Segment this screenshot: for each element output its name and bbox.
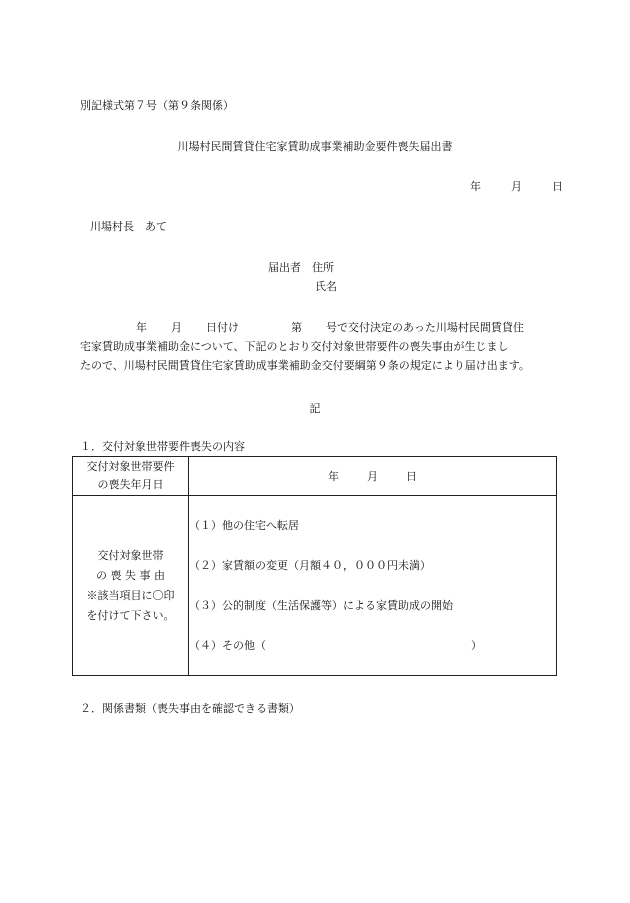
loss-date-label-cell: [73, 457, 189, 496]
loss-reason-options-cell: [189, 496, 557, 676]
document-title: 川場村民間賃貸住宅家賃助成事業補助金要件喪失届出書: [177, 140, 453, 153]
loss-reason-label-line-1: 交付対象世帯: [97, 548, 164, 562]
option-public-aid[interactable]: （３）公的制度（生活保護等）による家賃助成の開始: [189, 598, 453, 612]
date-month: 月: [511, 180, 522, 193]
option-rent-change[interactable]: （２）家賃額の変更（月額４０，０００円未満）: [189, 558, 431, 572]
body-line-1-rest: 号で交付決定のあった川場村民間賃貸住: [326, 321, 524, 334]
section-2-heading: ２．関係書類（喪失事由を確認できる書類）: [80, 702, 300, 715]
section-1-heading: １．交付対象世帯要件喪失の内容: [80, 440, 245, 453]
body-line-1: [80, 318, 550, 337]
submission-date: [470, 178, 563, 194]
loss-date-day: 日: [406, 470, 417, 483]
body-paragraph: [80, 318, 550, 375]
loss-reason-note-line-2: を付けて下さい。: [86, 608, 175, 622]
applicant-name-label: 氏名: [315, 280, 337, 293]
form-number-label: 別記様式第７号（第９条関係）: [80, 99, 234, 112]
option-moved[interactable]: （１）他の住宅へ転居: [189, 518, 299, 532]
loss-reason-label-cell: [73, 496, 189, 676]
date-day: 日: [552, 180, 563, 193]
loss-details-table: [72, 456, 557, 676]
loss-date-label-line-2: の喪失年月日: [97, 478, 164, 491]
option-other-open: （４）その他（: [189, 638, 266, 652]
loss-date-value-cell[interactable]: [189, 457, 557, 496]
addressee: 川場村長 あて: [90, 220, 167, 233]
loss-date-month: 月: [367, 470, 378, 483]
option-other-close: ）: [471, 638, 482, 652]
loss-reason-label-line-2: の 喪 失 事 由: [96, 568, 165, 582]
loss-reason-note-line-1: ※該当項目に〇印: [86, 588, 175, 602]
body-line-3: たので、川場村民間賃貸住宅家賃助成事業補助金交付要綱第９条の規定により届け出ます。: [80, 359, 530, 372]
body-year: 年: [136, 321, 147, 334]
body-line-2: 宅家賃助成事業補助金について、下記のとおり交付対象世帯要件の喪失事由が生じまし: [80, 340, 509, 353]
date-year: 年: [470, 180, 481, 193]
ki-heading: 記: [309, 402, 321, 415]
table-row: [73, 457, 557, 496]
body-number-prefix: 第: [291, 321, 302, 334]
loss-date-label-line-1: 交付対象世帯要件: [86, 460, 175, 473]
loss-date-year: 年: [328, 470, 339, 483]
body-month: 月: [171, 321, 182, 334]
table-row: [73, 496, 557, 676]
option-other[interactable]: [189, 626, 556, 666]
applicant-address-label: 届出者 住所: [268, 261, 334, 274]
body-day-ref: 日付け: [206, 321, 239, 334]
